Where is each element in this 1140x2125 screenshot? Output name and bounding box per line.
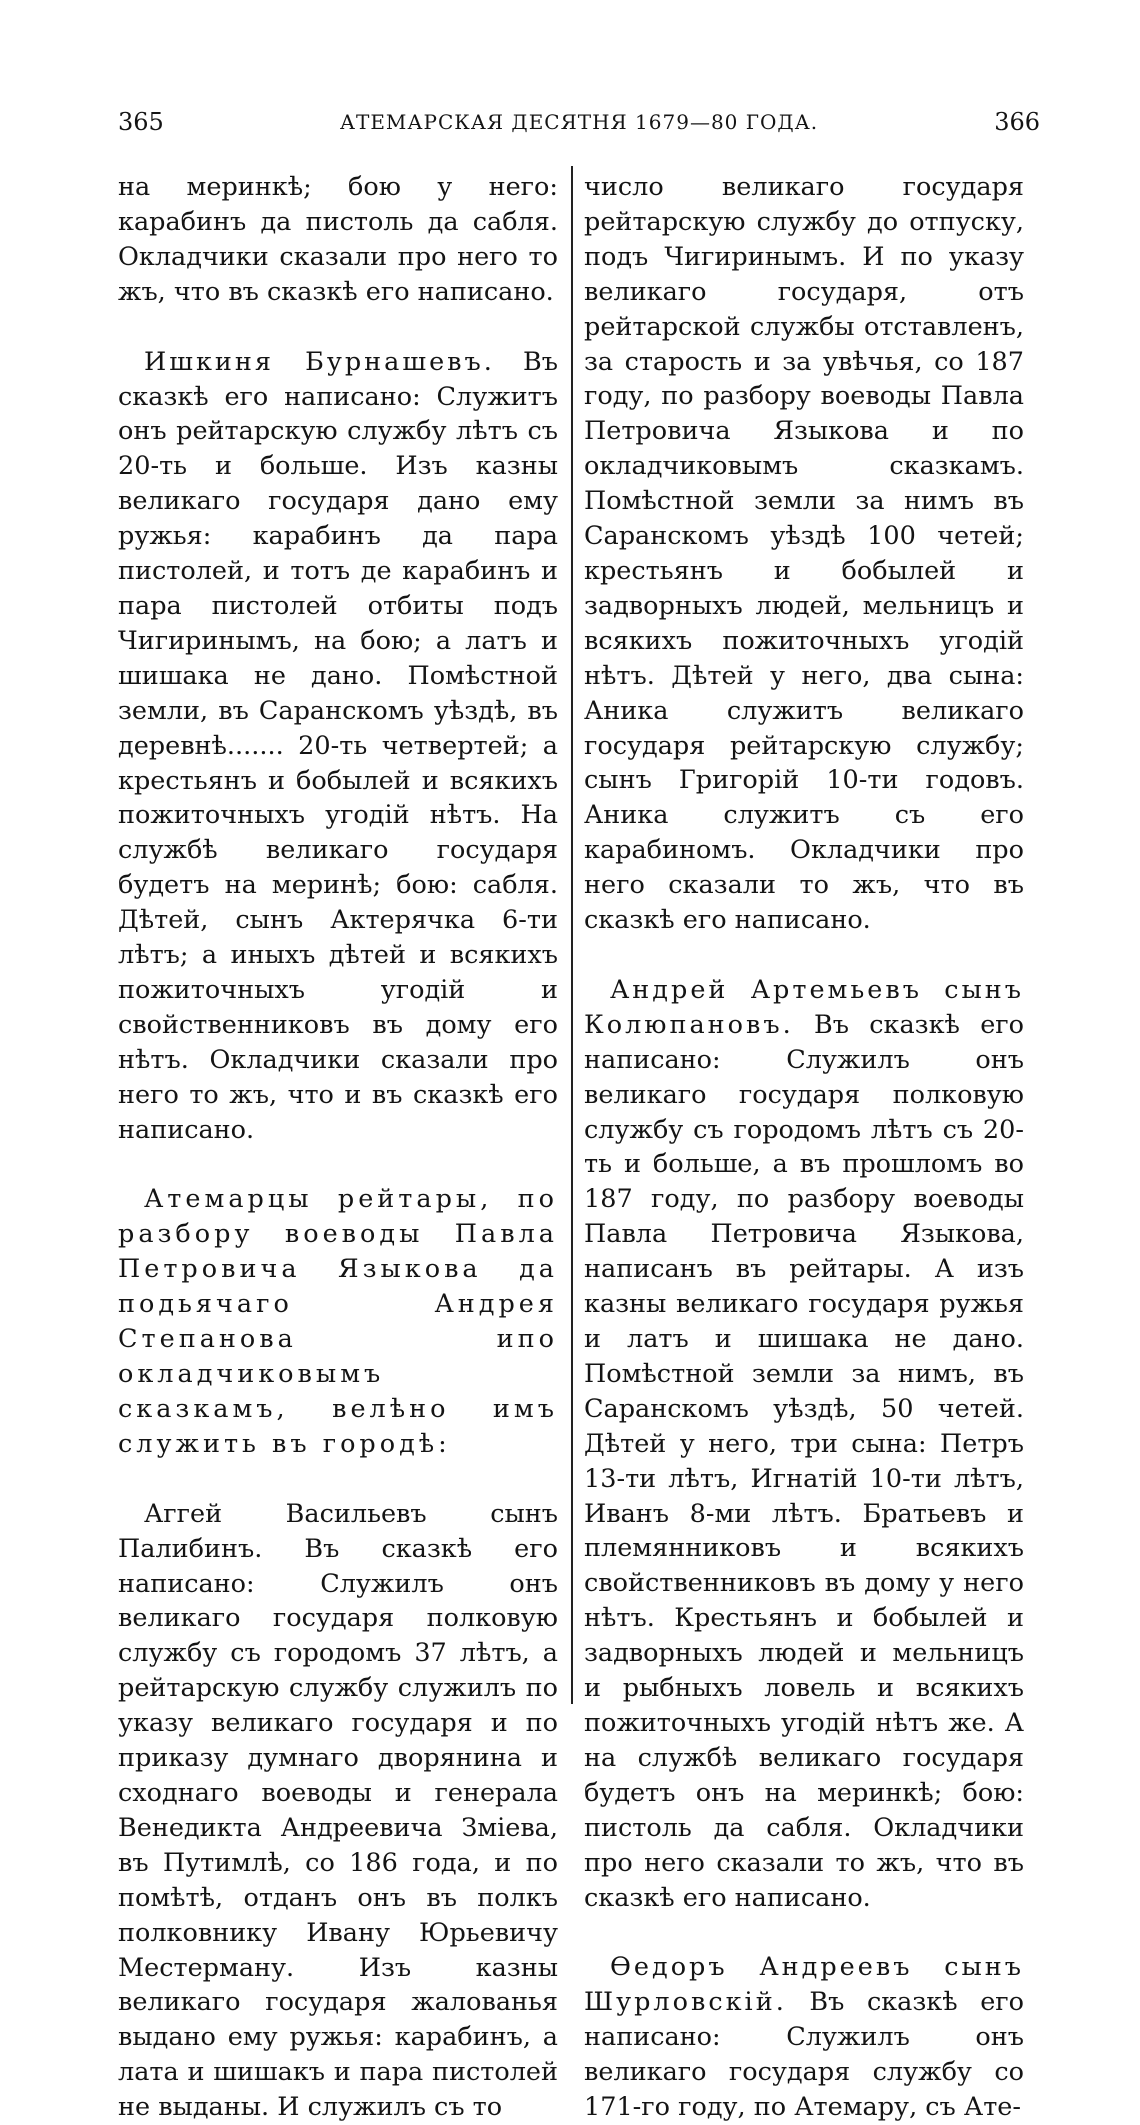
left-column: [118, 170, 558, 2125]
entry-text: Въ сказкѣ его написано: Служилъ онъ великаго государя службу со 171-го году, по Атемару, съ Ате-: [584, 1987, 1024, 2123]
paragraph: [584, 1950, 1024, 2125]
paragraph: [118, 345, 558, 1148]
page-header: [118, 108, 1040, 148]
right-column: [584, 170, 1024, 2125]
paragraph: [584, 973, 1024, 1915]
page-number-left: 365: [118, 108, 164, 136]
paragraph: на меринкѣ; бою у него: карабинъ да пистоль да сабля. Окладчики сказали про него то жъ, что въ сказкѣ его написано.: [118, 172, 558, 307]
page-number-right: 366: [994, 108, 1040, 136]
paragraph: Аггей Васильевъ сынъ Палибинъ. Въ сказкѣ его написано: Служилъ онъ великаго государя полковую службу съ городомъ 37 лѣтъ, а рейтарскую службу служилъ по указу великаго государя и по приказу думнаго дворянина и сходнаго воеводы и генерала Венедикта Андреевича Зміева, въ Путимлѣ, со 186 года, и по помѣтѣ, отданъ онъ въ полкъ полковнику Ивану Юрьевичу Местерману. Изъ казны великаго государя жалованья выдано ему ружья: карабинъ, а лата и шишакъ и пара пистолей не выданы. И служилъ съ то: [118, 1498, 558, 2123]
column-divider: [571, 166, 573, 1704]
running-title: АТЕМАРСКАЯ ДЕСЯТНЯ 1679—80 ГОДА.: [339, 110, 819, 134]
paragraph: число великаго государя рейтарскую службу до отпуску, подъ Чигиринымъ. И по указу великаго государя, отъ рейтарской службы отставленъ, за старость и за увѣчья, со 187 году, по разбору воеводы Павла Петровича Языкова и по окладчиковымъ сказкамъ. Помѣстной земли за нимъ въ Саранскомъ уѣздѣ 100 четей; крестьянъ и бобылей и задворныхъ людей, мельницъ и всякихъ пожиточныхъ угодій нѣтъ. Дѣтей у него, два сына: Аника служитъ великаго государя рейтарскую службу; сынъ Григорій 10-ти годовъ. Аника служитъ съ его карабиномъ. Окладчики про него сказали то жъ, что въ сказкѣ его написано.: [584, 172, 1024, 936]
person-name: Ишкиня Бурнашевъ.: [144, 346, 495, 377]
entry-text: Въ сказкѣ его написано: Служитъ онъ рейтарскую службу лѣтъ съ 20-ть и больше. Изъ казны великаго государя дано ему ружья: карабинъ да пара пистолей, и тотъ де карабинъ и пара пистолей отбиты подъ Чигиринымъ, на бою; а латъ и шишака не дано. Помѣстной земли, въ Саранскомъ уѣздѣ, въ деревнѣ....... 20-ть четвертей; а крестьянъ и бобылей и всякихъ пожиточныхъ угодій нѣтъ. На службѣ великаго государя будетъ на меринѣ; бою: сабля. Дѣтей, сынъ Актерячка 6-ти лѣтъ; а иныхъ дѣтей и всякихъ пожиточныхъ угодій и свойственниковъ въ дому его нѣтъ. Окладчики сказали про него то жъ, что и въ сказкѣ его написано.: [118, 346, 558, 1145]
person-name: Андрей Артемьевъ сынъ Колюпановъ.: [584, 974, 1024, 1040]
person-name: Өедоръ Андреевъ сынъ Шурловскій.: [584, 1952, 1024, 2018]
entry-text: Въ сказкѣ его написано: Служилъ онъ великаго государя полковую службу съ городомъ лѣтъ съ 20-ть и больше, а въ прошломъ во 187 году, по разбору воеводы Павла Петровича Языкова, написанъ въ рейтары. А изъ казны великаго государя ружья и латъ и шишака не дано. Помѣстной земли за нимъ, въ Саранскомъ уѣздѣ, 50 четей. Дѣтей у него, три сына: Петръ 13-ти лѣтъ, Игнатій 10-ти лѣтъ, Иванъ 8-ми лѣтъ. Братьевъ и племянниковъ и всякихъ свойственниковъ въ дому у него нѣтъ. Крестьянъ и бобылей и задворныхъ людей и мельницъ и рыбныхъ ловель и всякихъ пожиточныхъ угодій нѣтъ же. А на службѣ великаго государя будетъ онъ на меринкѣ; бою: пистоль да сабля. Окладчики про него сказали то жъ, что въ сказкѣ его написано.: [584, 1009, 1024, 1913]
section-heading: Атемарцы рейтары, по разбору воеводы Павла Петровича Языкова да подьячаго Андрея Степанова ипо окладчиковымъ сказкамъ, велѣно имъ служить въ городѣ:: [118, 1184, 558, 1459]
